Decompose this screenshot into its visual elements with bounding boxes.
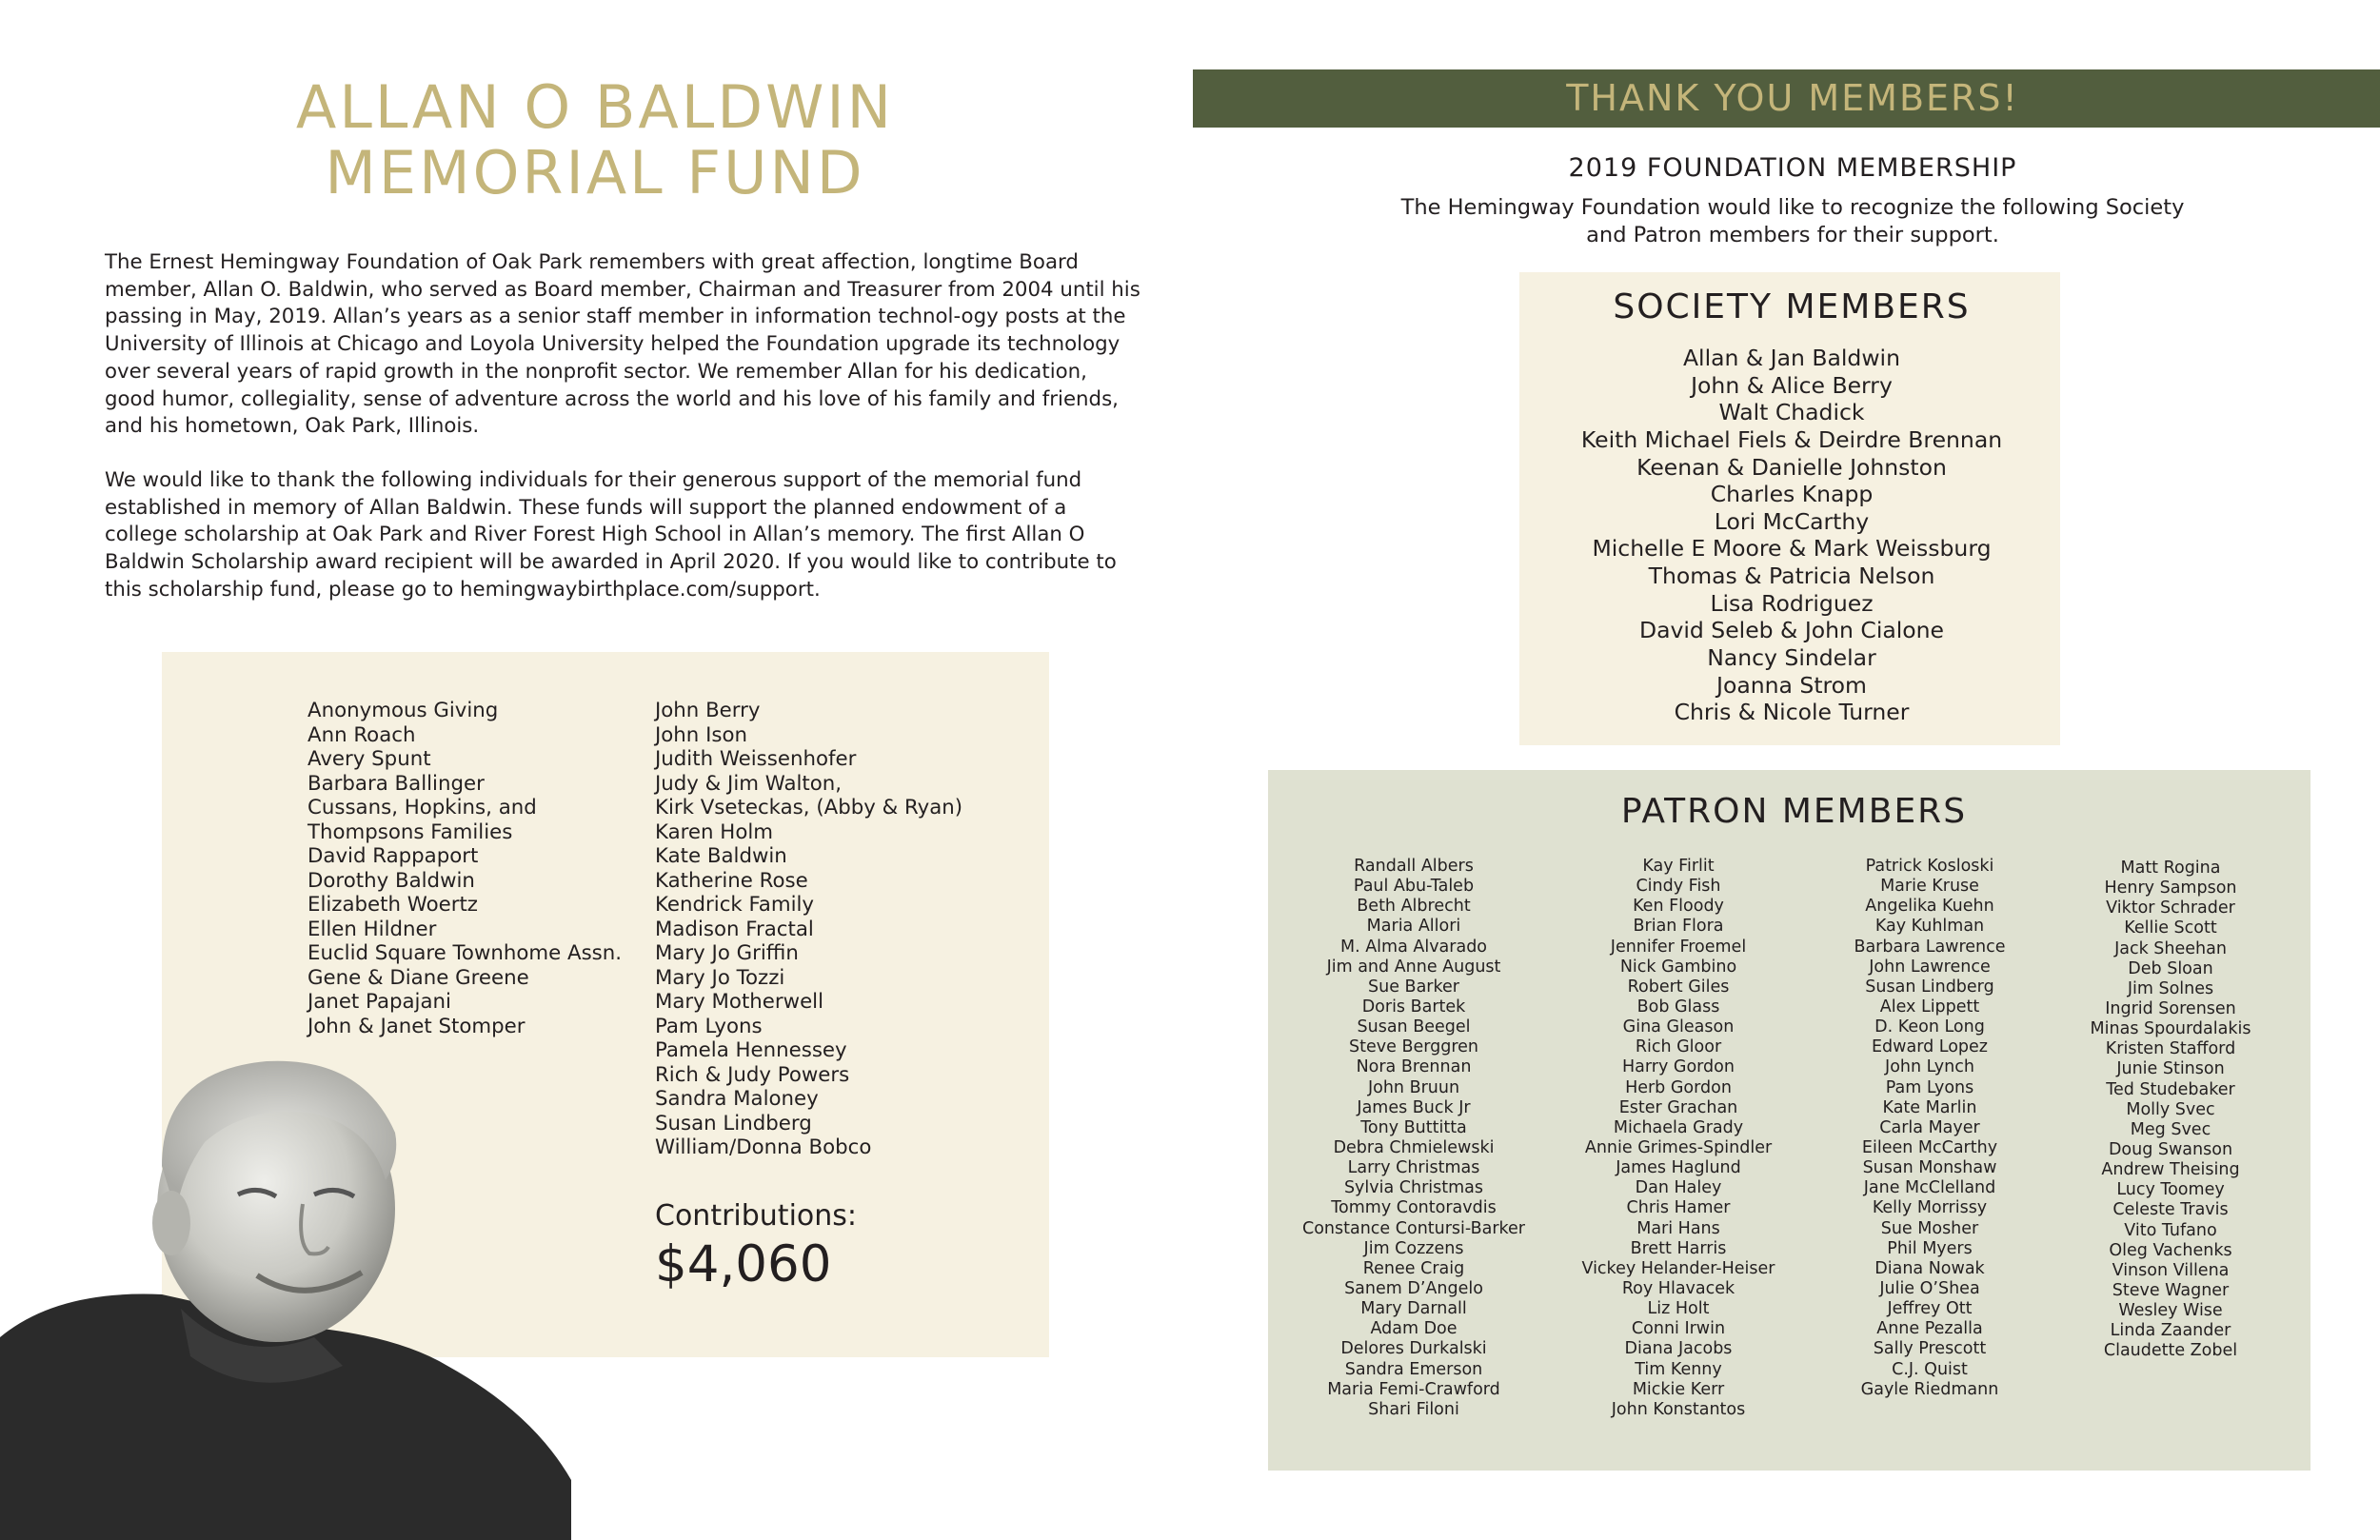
patron-member: John Bruun — [1367, 1077, 1460, 1097]
donor-name: John Ison — [655, 722, 747, 747]
patron-member: Delores Durkalski — [1340, 1339, 1487, 1359]
patron-member: Nora Brennan — [1356, 1057, 1472, 1077]
memorial-thanks-text: We would like to thank the following individuals for their generous support of the memorial fund established in memory of Allan Baldwin. These funds will support the planned endowment of a college scholarship at Oak Park and River Forest High School in Allan’s memory. The first Allan O Baldwin Scholarship award recipient will be awarded in April 2020. If you would like to contribute to this scholarship fund, please go to hemingwaybirthplace.com/support. — [105, 468, 1117, 602]
title-line-2: MEMORIAL FUND — [325, 138, 865, 207]
patron-member: Henry Sampson — [2104, 879, 2237, 898]
patron-member: James Haglund — [1616, 1158, 1741, 1178]
patron-member: Angelika Kuehn — [1865, 897, 1994, 917]
patron-member: Sylvia Christmas — [1343, 1178, 1484, 1198]
society-members-title: SOCIETY MEMBERS — [1613, 287, 1971, 326]
patron-member: Chris Hamer — [1626, 1198, 1731, 1218]
donor-name: Euclid Square Townhome Assn. — [307, 941, 623, 965]
patron-member: Ken Floody — [1633, 897, 1724, 917]
donor-name: Ann Roach — [307, 722, 416, 747]
donor-name: Rich & Judy Powers — [655, 1062, 850, 1087]
patron-member: Ester Grachan — [1618, 1097, 1738, 1117]
patron-member: Mary Darnall — [1360, 1299, 1467, 1319]
patron-member: Maria Allori — [1366, 917, 1461, 937]
patron-member: Bob Glass — [1636, 997, 1720, 1017]
patron-member: Kristen Stafford — [2105, 1039, 2236, 1059]
patron-member: Jack Sheehan — [2114, 938, 2227, 958]
memorial-intro-paragraph — [105, 249, 1142, 441]
patron-member: Vito Tufano — [2124, 1220, 2217, 1240]
donor-name: Judith Weissenhofer — [655, 747, 857, 771]
patron-member: Kay Firlit — [1642, 857, 1715, 876]
donor-name: Gene & Diane Greene — [307, 965, 529, 990]
donor-name: Avery Spunt — [307, 747, 431, 771]
patron-member: Gina Gleason — [1622, 1017, 1735, 1037]
patron-member: Vickey Helander-Heiser — [1581, 1258, 1775, 1278]
donor-name: Dorothy Baldwin — [307, 868, 475, 893]
patron-member: Jim and Anne August — [1326, 957, 1501, 977]
society-member: Keenan & Danielle Johnston — [1636, 453, 1947, 481]
patron-member: Carla Mayer — [1879, 1117, 1980, 1137]
donor-name: William/Donna Bobco — [655, 1135, 872, 1159]
patron-member: Claudette Zobel — [2103, 1341, 2238, 1361]
patron-member: Doris Bartek — [1361, 997, 1466, 1017]
patron-member: Edward Lopez — [1872, 1037, 1988, 1057]
patron-member: Susan Beegel — [1357, 1017, 1471, 1037]
membership-intro-line-2: and Patron members for their support. — [1586, 222, 1999, 247]
patron-member: Debra Chmielewski — [1333, 1137, 1495, 1157]
patron-member: John Lynch — [1885, 1057, 1974, 1077]
patron-member: Annie Grimes-Spindler — [1584, 1137, 1773, 1157]
patron-member: Larry Christmas — [1347, 1158, 1480, 1178]
donor-name: Kate Baldwin — [655, 844, 787, 868]
membership-heading: 2019 FOUNDATION MEMBERSHIP — [1568, 153, 2017, 183]
patron-member: Sue Mosher — [1880, 1218, 1979, 1238]
donor-list-column-1 — [307, 699, 622, 1038]
patron-member: Gayle Riedmann — [1860, 1379, 1999, 1399]
patron-member: Shari Filoni — [1368, 1399, 1459, 1419]
patron-member: Kay Kuhlman — [1874, 917, 1985, 937]
patron-member: Matt Rogina — [2120, 859, 2221, 878]
donor-name: Cussans, Hopkins, and — [307, 796, 537, 819]
donor-list-column-2 — [655, 699, 962, 1160]
contributions-label: Contributions: — [655, 1199, 858, 1233]
patron-member: Conni Irwin — [1631, 1319, 1726, 1339]
patron-member: Cindy Fish — [1636, 877, 1721, 897]
patron-member: Sally Prescott — [1873, 1339, 1987, 1359]
patron-member: Tommy Contoravdis — [1331, 1198, 1497, 1218]
patron-member: C.J. Quist — [1892, 1359, 1968, 1379]
title-line-1: ALLAN O BALDWIN — [295, 72, 895, 142]
patron-member: Robert Giles — [1627, 977, 1730, 997]
patron-member: Sanem D’Angelo — [1344, 1278, 1483, 1298]
patron-member: Oleg Vachenks — [2109, 1240, 2232, 1260]
donor-name: Anonymous Giving — [307, 699, 499, 722]
patron-member: Renee Craig — [1362, 1258, 1465, 1278]
donor-name: Susan Lindberg — [655, 1111, 812, 1135]
patron-member: Linda Zaander — [2110, 1321, 2231, 1341]
patron-member: Liz Holt — [1647, 1299, 1710, 1319]
patron-member: Michaela Grady — [1613, 1117, 1744, 1137]
donor-name: Ellen Hildner — [307, 917, 437, 941]
patron-member: Diana Jacobs — [1624, 1339, 1733, 1359]
donor-name: Janet Papajani — [307, 990, 451, 1014]
patron-member: Lucy Toomey — [2116, 1180, 2225, 1200]
membership-intro-line-1: The Hemingway Foundation would like to recognize the following Society — [1400, 195, 2185, 220]
patron-member: Paul Abu-Taleb — [1353, 877, 1475, 897]
society-member: John & Alice Berry — [1691, 371, 1893, 399]
society-member: Joanna Strom — [1716, 671, 1867, 699]
patron-member: Minas Spourdalakis — [2090, 1019, 2251, 1039]
donor-name: Barbara Ballinger — [307, 771, 485, 796]
patron-member: Rich Gloor — [1635, 1037, 1722, 1057]
donor-name: Karen Holm — [655, 819, 774, 844]
society-member: Charles Knapp — [1710, 481, 1874, 508]
patron-member: Meg Svec — [2130, 1119, 2211, 1139]
society-member: Walt Chadick — [1718, 399, 1865, 426]
patron-member: Dan Haley — [1635, 1178, 1722, 1198]
patron-member: Ingrid Sorensen — [2105, 998, 2236, 1018]
patron-member: Molly Svec — [2126, 1099, 2215, 1119]
allan-baldwin-portrait — [0, 1052, 571, 1540]
society-member: Keith Michael Fiels & Deirdre Brennan — [1580, 425, 2003, 453]
patron-member: Kelly Morrissy — [1872, 1198, 1988, 1218]
society-member: Lori McCarthy — [1714, 507, 1870, 535]
patron-member: John Lawrence — [1869, 957, 1991, 977]
patron-member: Celeste Travis — [2112, 1200, 2229, 1220]
patron-member: Maria Femi-Crawford — [1327, 1379, 1500, 1399]
patron-member: James Buck Jr — [1357, 1097, 1471, 1117]
patron-member: D. Keon Long — [1874, 1017, 1985, 1037]
society-member: Chris & Nicole Turner — [1674, 699, 1910, 726]
donor-name: Madison Fractal — [655, 917, 814, 941]
patron-member: Jeffrey Ott — [1887, 1299, 1973, 1319]
patron-member: Constance Contursi-Barker — [1302, 1218, 1525, 1238]
patron-member: M. Alma Alvarado — [1339, 937, 1488, 957]
thank-you-banner-text: THANK YOU MEMBERS! — [1566, 77, 2019, 119]
society-members-list — [1519, 345, 2064, 726]
patron-member: Mari Hans — [1636, 1218, 1720, 1238]
patron-member: Marie Kruse — [1880, 877, 1979, 897]
memorial-fund-title — [109, 74, 1081, 206]
patron-member: Wesley Wise — [2118, 1301, 2223, 1321]
patron-member: Eileen McCarthy — [1861, 1137, 1998, 1157]
patron-member: Alex Lippett — [1879, 997, 1980, 1017]
donor-name: John Berry — [655, 699, 761, 722]
donor-name: Kirk Vseteckas, (Abby & Ryan) — [655, 796, 963, 819]
society-member: Allan & Jan Baldwin — [1682, 345, 1900, 371]
memorial-intro-text: The Ernest Hemingway Foundation of Oak Park remembers with great affection, longtime Board member, Allan O. Baldwin, who served as Board member, Chairman and Treasurer from 2004 until his passing in May, 2019. Allan’s years as a senior staff member in information technol-ogy posts at the University of Illinois at Chicago and Loyola University helped the Foundation upgrade its technology over several years of rapid growth in the nonprofit sector. We remember Allan for his dedication, good humor, collegiality, sense of adventure across the world and his love of his family and friends, and his hometown, Oak Park, Illinois. — [105, 250, 1140, 439]
patron-member: Doug Swanson — [2108, 1139, 2233, 1159]
patron-member: Ted Studebaker — [2106, 1079, 2235, 1099]
patron-member: Susan Lindberg — [1865, 977, 1994, 997]
patron-member: Harry Gordon — [1622, 1057, 1735, 1077]
patron-list-column-2 — [1555, 857, 1802, 1420]
donor-name: Mary Jo Griffin — [655, 941, 799, 965]
donor-name: Mary Jo Tozzi — [655, 965, 785, 990]
patron-member: Kellie Scott — [2124, 918, 2217, 938]
patron-member: John Konstantos — [1611, 1399, 1746, 1419]
donor-name: John & Janet Stomper — [307, 1014, 526, 1038]
patron-member: Tim Kenny — [1635, 1359, 1722, 1379]
patron-member: Roy Hlavacek — [1621, 1278, 1735, 1298]
donor-name: Pam Lyons — [655, 1014, 763, 1038]
patron-member: Julie O’Shea — [1879, 1278, 1980, 1298]
patron-member: Tony Buttitta — [1360, 1117, 1467, 1137]
donor-name: Elizabeth Woertz — [307, 893, 478, 917]
patron-member: Kate Marlin — [1882, 1097, 1977, 1117]
society-member: Michelle E Moore & Mark Weissburg — [1592, 535, 1992, 563]
donor-name: Judy & Jim Walton, — [655, 771, 843, 796]
patron-member: Nick Gambino — [1619, 957, 1737, 977]
patron-member: Brett Harris — [1630, 1238, 1727, 1258]
patron-member: Anne Pezalla — [1876, 1319, 1983, 1339]
society-member: David Seleb & John Cialone — [1638, 617, 1945, 644]
donor-name: Thompsons Families — [307, 819, 513, 844]
society-member: Thomas & Patricia Nelson — [1648, 563, 1935, 590]
patron-member: Junie Stinson — [2116, 1059, 2225, 1079]
memorial-thanks-paragraph — [105, 467, 1142, 604]
patron-member: Jane McClelland — [1863, 1178, 1996, 1198]
donor-name: Sandra Maloney — [655, 1087, 819, 1111]
patron-member: Sandra Emerson — [1344, 1359, 1483, 1379]
patron-member: Steve Wagner — [2112, 1280, 2230, 1300]
patron-member: Pam Lyons — [1885, 1077, 1974, 1097]
donor-name: Pamela Hennessey — [655, 1038, 847, 1062]
patron-member: Randall Albers — [1354, 857, 1474, 876]
patron-members-title: PATRON MEMBERS — [1620, 792, 1968, 831]
society-member: Nancy Sindelar — [1707, 644, 1876, 672]
membership-intro — [1333, 194, 2252, 248]
patron-member: Sue Barker — [1368, 977, 1459, 997]
contributions-amount: $4,060 — [655, 1235, 832, 1293]
patron-list-column-1 — [1290, 857, 1537, 1420]
patron-member: Viktor Schrader — [2106, 898, 2235, 918]
patron-member: Phil Myers — [1887, 1238, 1973, 1258]
patron-member: Patrick Kosloski — [1865, 857, 1994, 876]
patron-member: Steve Berggren — [1349, 1037, 1478, 1057]
patron-list-column-3 — [1806, 857, 2053, 1400]
society-member: Lisa Rodriguez — [1710, 589, 1874, 617]
patron-member: Vinson Villena — [2112, 1260, 2230, 1280]
donor-name: Kendrick Family — [655, 893, 815, 917]
patron-member: Diana Nowak — [1874, 1258, 1985, 1278]
patron-member: Brian Flora — [1633, 917, 1724, 937]
patron-member: Barbara Lawrence — [1854, 937, 2006, 957]
patron-member: Adam Doe — [1370, 1319, 1458, 1339]
donor-name: David Rappaport — [307, 844, 479, 868]
patron-member: Susan Monshaw — [1862, 1158, 1997, 1178]
patron-member: Jennifer Froemel — [1610, 937, 1747, 957]
patron-member: Deb Sloan — [2128, 958, 2213, 978]
patron-member: Jim Solnes — [2127, 978, 2214, 998]
patron-list-column-4 — [2047, 859, 2294, 1362]
donor-name: Katherine Rose — [655, 868, 808, 893]
donor-name: Mary Motherwell — [655, 990, 824, 1014]
patron-member: Herb Gordon — [1625, 1077, 1732, 1097]
patron-member: Beth Albrecht — [1357, 897, 1471, 917]
patron-member: Mickie Kerr — [1632, 1379, 1725, 1399]
patron-member: Andrew Theising — [2101, 1160, 2240, 1180]
patron-member: Jim Cozzens — [1363, 1238, 1464, 1258]
